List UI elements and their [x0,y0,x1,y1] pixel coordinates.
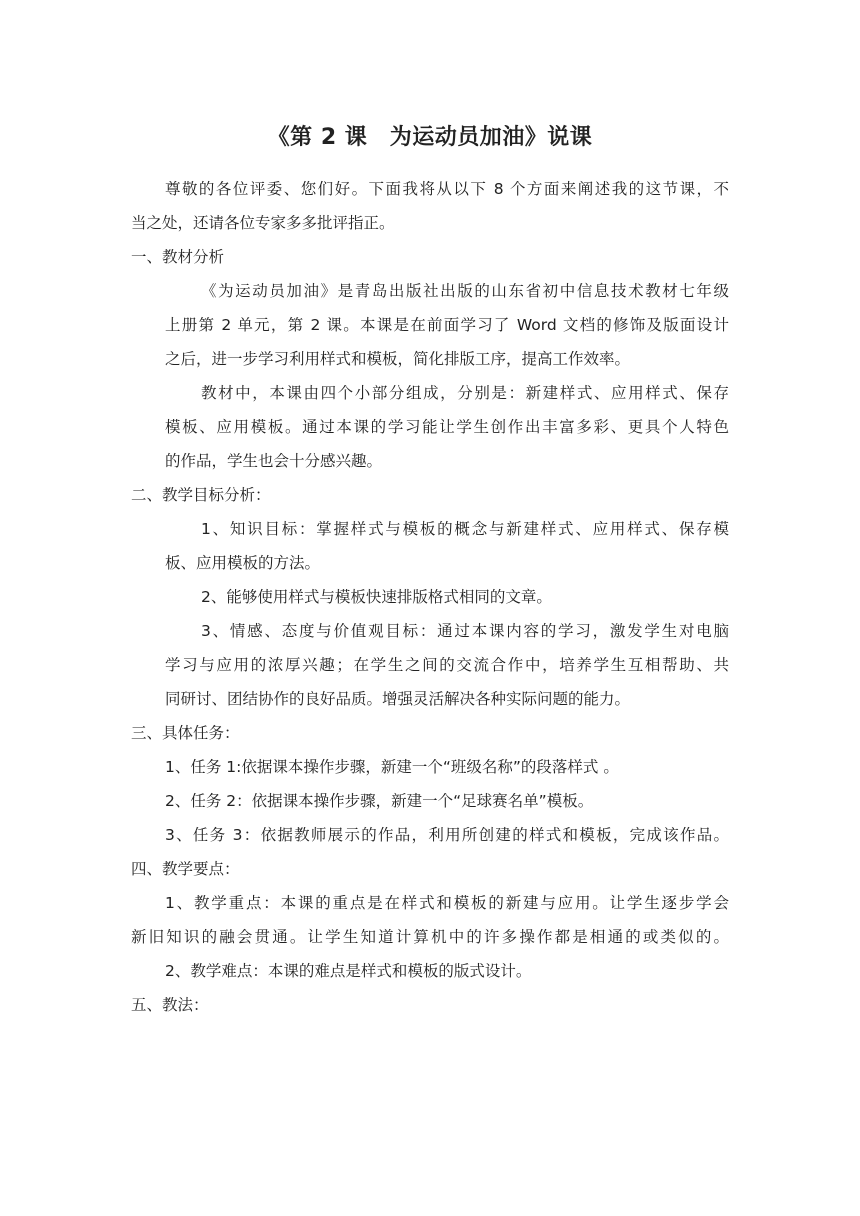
paragraph-line: 的作品，学生也会十分感兴趣。 [165,452,383,470]
paragraph-line: 2、能够使用样式与模板快速排版格式相同的文章。 [201,588,552,606]
paragraph-line: 同研讨、团结协作的良好品质。增强灵活解决各种实际问题的能力。 [165,690,631,708]
task-line-3: 3、任务 3：依据教师展示的作品，利用所创建的样式和模板，完成该作品。 [165,826,729,844]
paragraph-line: 板、应用模板的方法。 [165,554,321,572]
paragraph-line: 之后，进一步学习利用样式和模板，简化排版工序，提高工作效率。 [165,350,631,368]
task-line-1: 1、任务 1:依据课本操作步骤，新建一个“班级名称”的段落样式 。 [165,758,619,776]
section-heading-4: 四、教学要点： [131,860,240,878]
paragraph-line: 1、教学重点：本课的重点是在样式和模板的新建与应用。让学生逐步学会 [165,894,729,912]
paragraph-line: 3、情感、态度与价值观目标：通过本课内容的学习，激发学生对电脑 [201,622,729,640]
section-heading-1: 一、教材分析 [131,248,225,266]
paragraph-line: 《为运动员加油》是青岛出版社出版的山东省初中信息技术教材七年级 [201,282,729,300]
paragraph-line: 2、教学难点：本课的难点是样式和模板的版式设计。 [165,962,532,980]
document-title: 《第 2 课 为运动员加油》说课 [267,125,593,150]
intro-line-2: 当之处，还请各位专家多多批评指正。 [131,214,395,232]
section-heading-3: 三、具体任务： [131,724,240,742]
section-heading-5: 五、教法： [131,996,209,1014]
intro-line-1: 尊敬的各位评委、您们好。下面我将从以下 8 个方面来阐述我的这节课，不 [165,180,729,198]
paragraph-line: 上册第 2 单元，第 2 课。本课是在前面学习了 Word 文档的修饰及版面设计 [165,316,729,334]
paragraph-line: 新旧知识的融会贯通。让学生知道计算机中的许多操作都是相通的或类似的。 [131,928,729,946]
task-line-2: 2、任务 2：依据课本操作步骤，新建一个“足球赛名单”模板。 [165,792,594,810]
paragraph-line: 教材中，本课由四个小部分组成，分别是：新建样式、应用样式、保存 [201,384,729,402]
section-heading-2: 二、教学目标分析： [131,486,271,504]
paragraph-line: 模板、应用模板。通过本课的学习能让学生创作出丰富多彩、更具个人特色 [165,418,729,436]
paragraph-line: 学习与应用的浓厚兴趣；在学生之间的交流合作中，培养学生互相帮助、共 [165,656,729,674]
paragraph-line: 1、知识目标：掌握样式与模板的概念与新建样式、应用样式、保存模 [201,520,729,538]
